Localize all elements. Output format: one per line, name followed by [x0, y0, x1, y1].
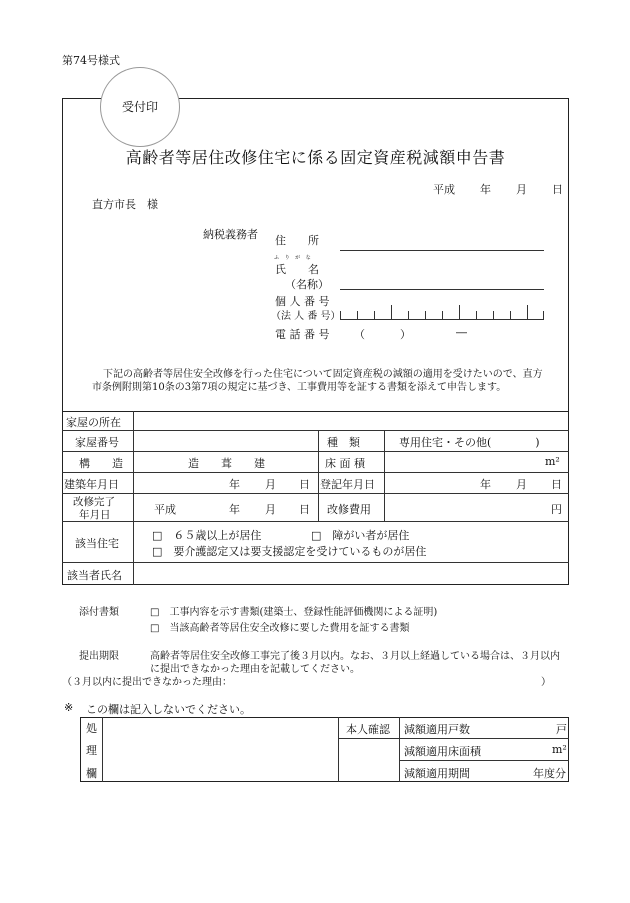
person-name-label: 該当者氏名	[67, 569, 122, 582]
option-care-certified[interactable]: □ 要介護認定又は要支援認定を受けているものが居住	[152, 545, 427, 558]
office-label-3: 欄	[86, 767, 97, 780]
phone-close-paren: ）	[400, 328, 411, 341]
date-era: 平成	[433, 183, 455, 196]
page-title: 高齢者等居住改修住宅に係る固定資産税減額申告書	[125, 148, 506, 167]
office-use-note: この欄は記入しないでください。	[86, 703, 251, 716]
floor-area-unit: m²	[545, 455, 560, 468]
built-month: 月	[265, 478, 276, 491]
registration-date-label: 登記年月日	[320, 478, 375, 491]
statement-line-1: 下記の高齢者等居住安全改修を行った住宅について固定資産税の減額の適用を受けたいので、直方	[103, 369, 543, 380]
reception-seal	[100, 67, 180, 147]
completion-era: 平成	[154, 503, 176, 516]
option-disability[interactable]: □ 障がい者が居住	[311, 529, 410, 542]
completion-label-2: 年月日	[79, 509, 111, 521]
corp-number-label: （法 人 番 号）	[271, 311, 341, 322]
cost-label: 改修費用	[327, 503, 371, 516]
name-label: 氏 名	[275, 263, 319, 276]
area-unit: m²	[552, 743, 567, 756]
deadline-label: 提出期限	[79, 651, 119, 662]
attachment-item-1[interactable]: □ 工事内容を示す書類(建築士、登録性能評価機関による証明)	[150, 607, 438, 618]
kind-label: 種 類	[327, 436, 360, 449]
phone-label: 電 話 番 号	[275, 328, 330, 341]
completion-year: 年	[229, 503, 240, 516]
reg-year: 年	[480, 478, 491, 491]
date-year: 年	[480, 183, 491, 196]
taxpayer-label: 納税義務者	[203, 228, 258, 241]
name-field[interactable]	[340, 289, 544, 290]
house-number-label: 家屋番号	[75, 436, 119, 449]
personal-number-label: 個 人 番 号	[275, 295, 330, 308]
completion-day: 日	[299, 503, 310, 516]
office-use-table	[80, 717, 569, 782]
attachment-item-2[interactable]: □ 当該高齢者等居住安全改修に要した費用を証する書類	[150, 623, 410, 634]
floor-area-label: 床 面 積	[325, 457, 365, 470]
reg-month: 月	[516, 478, 527, 491]
address-label: 住 所	[275, 234, 319, 247]
applicable-label: 該当住宅	[75, 537, 119, 550]
area-label: 減額適用床面積	[404, 745, 481, 758]
attachments-label: 添付書類	[79, 607, 119, 618]
statement-line-2: 市条例附則第10条の3第7項の規定に基づき、工事費用等を証する書類を添えて申告します。	[92, 382, 507, 393]
location-label: 家屋の所在	[66, 416, 121, 429]
addressee: 直方市長 様	[92, 198, 158, 211]
period-unit: 年度分	[533, 767, 566, 780]
form-number: 第74号様式	[62, 54, 120, 67]
structure-value: 造 葺 建	[188, 457, 265, 470]
built-date-label: 建築年月日	[64, 478, 119, 491]
phone-open-paren: （	[354, 328, 365, 341]
built-day: 日	[299, 478, 310, 491]
option-age-65[interactable]: □ ６５歳以上が居住	[152, 529, 262, 542]
date-month: 月	[516, 183, 527, 196]
corp-name-label: （名称）	[285, 278, 329, 291]
structure-label: 構 造	[79, 457, 123, 470]
built-year: 年	[229, 478, 240, 491]
completion-label-1: 改修完了	[73, 496, 115, 508]
period-label: 減額適用期間	[404, 767, 470, 780]
reg-day: 日	[551, 478, 562, 491]
cost-unit: 円	[551, 503, 562, 516]
note-mark: ※	[64, 701, 74, 714]
reception-seal-label: 受付印	[121, 100, 158, 114]
furigana-label: ふ り が な	[274, 255, 313, 261]
office-label-2: 理	[86, 744, 97, 757]
phone-dash: ―	[456, 326, 467, 339]
reason-close: ）	[541, 677, 551, 688]
office-label-1: 処	[86, 722, 97, 735]
personal-number-field[interactable]	[340, 306, 544, 320]
identity-check-label: 本人確認	[346, 723, 390, 736]
date-day: 日	[552, 183, 563, 196]
completion-month: 月	[265, 503, 276, 516]
deadline-line-1: 高齢者等居住安全改修工事完了後３月以内。なお、３月以上経過している場合は、３月以内	[150, 651, 560, 662]
deadline-line-2: に提出できなかった理由を記載してください。	[150, 664, 360, 675]
reason-label: （３月以内に提出できなかった理由：	[62, 677, 232, 688]
kind-value: 専用住宅・その他( )	[399, 436, 540, 449]
address-field[interactable]	[340, 250, 544, 251]
households-label: 減額適用戸数	[404, 723, 470, 736]
households-unit: 戸	[556, 723, 567, 736]
